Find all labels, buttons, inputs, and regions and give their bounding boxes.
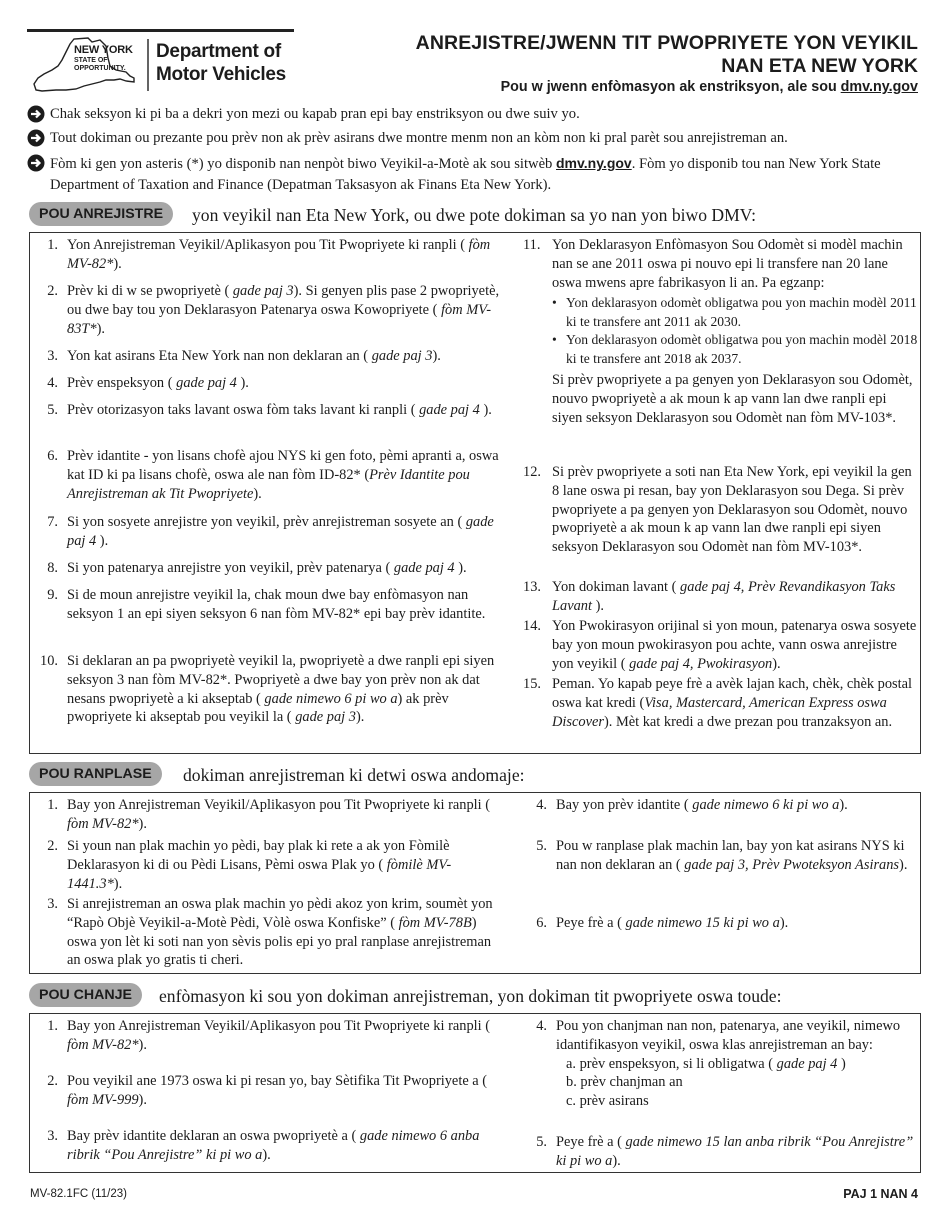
item-number: 5.: [47, 402, 58, 418]
item-text: Si deklaran an pa pwopriyetè veyikil la, pwopriyetè a dwe ranpli epi siyen seksyon 3 nan fòm MV-82*. Pwopriyetè a dwe bay yon prèv non ak dat nesans pwopriyetè a ki akseptab (: [67, 653, 495, 707]
list-subitem: b. prèv chanjman an: [566, 1074, 683, 1091]
list-item: [34, 1072, 504, 1110]
item-text: ).: [479, 402, 492, 418]
item-text: ).: [779, 915, 789, 931]
item-text: Si anrejistreman an oswa plak machin yo pèdi akoz yon krim, soumèt yon “Rapò Objè Veyikil-a-Motè Pèdi, Vòlè oswa Konfiske” (: [67, 896, 493, 931]
item-text: ). Mèt kat kredi a dwe prezan pou tranzaksyon an.: [603, 713, 893, 730]
logo-state-of: STATE OF: [74, 57, 108, 64]
list-item: [523, 837, 918, 875]
item-text: ).: [96, 532, 109, 549]
item-text: ).: [772, 655, 781, 672]
item-text: Prèv idantite - yon lisans chofè ajou NYS ki gen foto, pèmi apranti a, oswa kat ID ki pa lisans chofè, oswa ale nan fòm ID-82* (: [67, 448, 499, 483]
item-text: Bay yon prèv idantite (: [556, 797, 693, 813]
item-ref: gade nimewo 15 ki pi wo a: [625, 915, 780, 931]
item-text: Si prèv pwopriyete a soti nan Eta New York, epi veyikil la gen 8 lane oswa pi resan, bay yon Deklarasyon sou Dega. Si prèv pwopriyete a pa genyen yon Deklarasyon sou Odomèt, nouvo pwopriyetè a ak moun k ap vann lan dwe ranpli epi siyen seksyon Deklarasyon sou Odomèt nan fòm MV-103*.: [552, 464, 912, 556]
bullet-text: Fòm ki gen yon asteris (*) yo disponib nan nenpòt biwo Veyikil-a-Motè ak sou sitwèb: [50, 156, 556, 172]
item-number: 3.: [47, 1128, 58, 1144]
item-text: Prèv otorizasyon taks lavant oswa fòm taks lavant ki ranpli (: [67, 402, 420, 418]
item-ref: fòm MV-78B: [398, 914, 472, 931]
item-ref: gade paj 4: [419, 402, 480, 418]
item-number: 4.: [47, 375, 58, 391]
item-text: ).: [839, 797, 848, 813]
item-ref: gade nimewo 15 lan anba ribrik “Pou Anrejistre” ki pi wo a: [556, 1134, 914, 1169]
dmv-website-link[interactable]: dmv.ny.gov: [840, 79, 918, 95]
item-number: 2.: [47, 283, 58, 299]
item-text: Bay prèv idantite deklaran an oswa pwopriyetè a (: [67, 1128, 360, 1144]
list-item: [34, 1127, 504, 1165]
item-ref: gade paj 4: [776, 1055, 838, 1072]
list-item: [34, 586, 504, 624]
item-text: ).: [96, 320, 105, 337]
list-item: [523, 617, 918, 673]
list-item: [523, 236, 918, 428]
instruction-bullet: [27, 128, 922, 149]
header-rule: [27, 29, 294, 32]
item-text: Peman. Yo kapab peye frè a avèk lajan kach, chèk, chèk postal oswa kat kredi (: [552, 676, 913, 711]
item-text: Si de moun anrejistre veyikil la, chak moun dwe bay enfòmasyon nan seksyon 1 an epi siyen seksyon 6 nan fòm MV-82* epi bay prèv idantite.: [67, 587, 486, 622]
item-text: Yon Anrejistreman Veyikil/Aplikasyon pou Tit Pwopriyete ki ranpli (: [67, 237, 469, 253]
item-number: 3.: [47, 348, 58, 364]
list-item: [523, 578, 918, 616]
item-ref: Visa, Mastercard, American Express oswa Discover: [552, 694, 887, 730]
item-text: Yon kat asirans Eta New York nan non deklaran an (: [67, 348, 372, 364]
item-number: 4.: [536, 1018, 547, 1034]
item-text: ).: [236, 375, 249, 391]
item-number: 4.: [536, 797, 547, 813]
item-number: 9.: [47, 587, 58, 603]
item-number: 10.: [40, 653, 58, 669]
page-number: PAJ 1 NAN 4: [843, 1187, 918, 1201]
item-text: Pou veyikil ane 1973 oswa ki pi resan yo, bay Sètifika Tit Pwopriyete a (: [67, 1073, 488, 1089]
section-pill-register: POU ANREJISTRE: [29, 202, 173, 226]
item-ref: gade nimewo 6 anba ribrik “Pou Anrejistre” ki pi wo a: [67, 1128, 480, 1163]
item-text: ). Si genyen plis pase 2 pwopriyetè, ou dwe bay tou yon Deklarasyon Patenarya oswa Kowopriyete (: [67, 283, 500, 318]
item-text: ).: [454, 560, 467, 576]
list-item: [34, 236, 504, 274]
item-text: Peye frè a (: [556, 1134, 626, 1150]
change-requirements-box: [29, 1013, 921, 1173]
item-ref: Prèv Idantite pou Anrejistreman ak Tit Pwopriyete: [67, 466, 470, 502]
bullet-text: . Fòm yo disponib tou nan New York State Department of Taxation and Finance (Depatman Taksasyon ak Finans Eta New York).: [50, 156, 881, 193]
item-ref: gade paj 4: [393, 560, 455, 576]
item-ref: gade paj 3: [232, 283, 294, 299]
list-item: [34, 559, 504, 578]
item-ref: gade paj 3: [295, 709, 356, 726]
item-text: ).: [355, 709, 365, 726]
arrow-right-icon: [27, 154, 45, 172]
dmv-logo: [30, 36, 300, 94]
item-text: Bay yon Anrejistreman Veyikil/Aplikasyon pou Tit Pwopriyete ki ranpli (: [67, 797, 491, 813]
item-text: a. prèv enspeksyon, si li obligatwa (: [566, 1055, 777, 1072]
item-text: Pou w ranplase plak machin lan, bay yon kat asirans NYS ki nan non deklaran an (: [556, 838, 905, 873]
item-text: ).: [138, 1091, 147, 1108]
list-subitem: c. prèv asirans: [566, 1093, 649, 1110]
item-ref: fòm MV-82*: [67, 1036, 139, 1053]
arrow-right-icon: [27, 129, 45, 147]
replace-requirements-box: [29, 792, 921, 974]
logo-motor-vehicles: Motor Vehicles: [156, 64, 286, 85]
item-text: ).: [113, 875, 123, 892]
list-item: [34, 652, 504, 727]
bullet-text: Chak seksyon ki pi ba a dekri yon mezi ou kapab pran epi bay enstriksyon ou dwe suiv yo.: [50, 106, 580, 122]
item-ref: fòmilè MV-1441.3*: [67, 856, 452, 892]
list-subitem: • Yon deklarasyon odomèt obligatwa pou yon machin modèl 2011 ki te transfere ant 2011 ak 2030.: [552, 294, 918, 331]
item-ref: fòm MV-999: [67, 1091, 139, 1108]
item-number: 2.: [47, 838, 58, 854]
item-ref: gade nimewo 6 pi wo a: [264, 690, 398, 707]
list-item: [34, 1017, 504, 1055]
item-ref: fòm MV-82*: [67, 815, 139, 832]
bullet-text: Tout dokiman ou prezante pou prèv non ak prèv asirans dwe montre menm non an kòm non ki pral parèt sou anrejistreman an.: [50, 130, 788, 146]
section-pill-change: POU CHANJE: [29, 983, 142, 1007]
list-item: [34, 282, 504, 338]
item-text: Si youn nan plak machin yo pèdi, bay plak ki rete a ak yon Fòmilè Deklarasyon ki di ou Pèdi Lisans, Pèmi oswa Plak yo (: [67, 838, 450, 873]
item-text: ) ak prèv pwopriyete ki akseptab pou veyikil la (: [67, 690, 449, 726]
form-number: MV-82.1FC (11/23): [30, 1188, 127, 1200]
item-text: ).: [113, 255, 122, 272]
item-text: Prèv ki di w se pwopriyetè (: [67, 283, 233, 299]
section-heading-register: yon veyikil nan Eta New York, ou dwe pote dokiman sa yo nan yon biwo DMV:: [192, 205, 757, 225]
page-title-line1: ANREJISTRE/JWENN TIT PWOPRIYETE YON VEYIKIL: [415, 32, 918, 54]
logo-opportunity: OPPORTUNITY.: [74, 65, 126, 72]
item-text: Peye frè a (: [556, 915, 626, 931]
item-text: Prèv enspeksyon (: [67, 375, 177, 391]
list-item: [523, 914, 918, 933]
item-number: 2.: [47, 1073, 58, 1089]
item-number: 14.: [523, 618, 541, 634]
item-number: 5.: [536, 838, 547, 854]
section-pill-replace: POU RANPLASE: [29, 762, 162, 786]
list-item: [523, 675, 918, 731]
item-ref: fòm MV-83T*: [67, 301, 492, 337]
item-text: Si yon patenarya anrejistre yon veyikil, prèv patenarya (: [67, 560, 394, 576]
page-subtitle: [320, 79, 918, 95]
item-ref: gade paj 3, Prèv Pwoteksyon Asirans: [684, 856, 900, 873]
item-text: Yon Pwokirasyon orijinal si yon moun, patenarya oswa sosyete bay yon moun pwokirasyon pou achte, vann oswa anrejistre yon veyikil (: [552, 618, 917, 672]
list-item: [34, 796, 504, 834]
item-number: 5.: [536, 1134, 547, 1150]
item-text: Yon dokiman lavant (: [552, 579, 681, 595]
item-ref: gade paj 4: [67, 514, 494, 549]
item-number: 1.: [47, 1018, 58, 1034]
list-item: [34, 401, 504, 420]
item-text: ).: [899, 856, 908, 873]
subtitle-text: Pou w jwenn enfòmasyon ak enstriksyon, ale sou: [500, 79, 841, 95]
item-ref: gade paj 4, Pwokirasyon: [629, 655, 773, 672]
item-ref: fòm MV-82*: [67, 237, 491, 272]
page-title-line2: NAN ETA NEW YORK: [721, 55, 918, 77]
item-number: 6.: [536, 915, 547, 931]
item-number: 7.: [47, 514, 58, 530]
list-item: [523, 796, 918, 815]
instruction-bullet: [27, 104, 922, 125]
dmv-website-link[interactable]: dmv.ny.gov: [556, 155, 632, 171]
item-number: 13.: [523, 579, 541, 595]
list-item: [523, 1133, 918, 1171]
item-text: Si prèv pwopriyete a pa genyen yon Deklarasyon sou Odomèt, nouvo pwopriyetè a ak moun k ap vann lan dwe ranpli epi siyen seksyon Deklarasyon sou Odomèt nan fòm MV-103*.: [552, 372, 913, 426]
instruction-bullet: [27, 153, 922, 195]
list-item: [523, 1017, 918, 1111]
arrow-right-icon: [27, 105, 45, 123]
item-text: ) oswa yon lèt ki soti nan yon sèvis polis epi yo pral ranplase anrejistreman an oswa plak yo gratis ti cheri.: [67, 914, 492, 969]
item-number: 3.: [47, 896, 58, 912]
list-item: [34, 374, 504, 393]
item-number: 11.: [523, 237, 541, 253]
item-ref: gade paj 3: [371, 348, 433, 364]
item-ref: gade nimewo 6 ki pi wo a: [692, 797, 840, 813]
list-item: [523, 463, 918, 557]
list-item: [34, 447, 504, 503]
item-text: Si yon sosyete anrejistre yon veyikil, prèv anrejistreman sosyete an (: [67, 514, 466, 530]
item-number: 12.: [523, 464, 541, 480]
item-text: ).: [612, 1152, 621, 1169]
item-number: 1.: [47, 237, 58, 253]
item-text: ).: [253, 485, 262, 502]
section-heading-change: enfòmasyon ki sou yon dokiman anrejistreman, yon dokiman tit pwopriyete oswa toude:: [159, 986, 782, 1006]
item-ref: gade paj 4, Prèv Revandikasyon Taks Lavant: [552, 579, 896, 614]
item-text: ).: [138, 1036, 147, 1053]
item-text: ).: [432, 348, 441, 364]
item-text: Bay yon Anrejistreman Veyikil/Aplikasyon pou Tit Pwopriyete ki ranpli (: [67, 1018, 491, 1034]
logo-new-york: NEW YORK: [74, 44, 133, 56]
list-subitem: • Yon deklarasyon odomèt obligatwa pou yon machin modèl 2018 ki te transfere ant 2018 ak 2037.: [552, 331, 918, 368]
item-text: Yon Deklarasyon Enfòmasyon Sou Odomèt si modèl machin nan se ane 2011 oswa pi nouvo epi li transfere nan 20 lane oswa mwens apre fabrikasyon li an. Pa egzanp:: [552, 237, 903, 291]
list-item: [34, 837, 504, 893]
item-text: ).: [262, 1146, 271, 1163]
item-text: ): [837, 1055, 846, 1072]
item-text: ).: [591, 597, 604, 614]
item-number: 6.: [47, 448, 58, 464]
list-subitem: [566, 1055, 918, 1074]
list-item: [34, 347, 504, 366]
item-number: 15.: [523, 676, 541, 692]
item-number: 1.: [47, 797, 58, 813]
item-ref: gade paj 4: [176, 375, 237, 391]
register-requirements-box: [29, 232, 921, 754]
item-text: ).: [138, 815, 147, 832]
list-item: [34, 895, 504, 970]
logo-department-of: Department of: [156, 41, 281, 62]
section-heading-replace: dokiman anrejistreman ki detwi oswa andomaje:: [183, 765, 525, 785]
list-item: [34, 513, 504, 551]
item-text: Pou yon chanjman nan non, patenarya, ane veyikil, nimewo idantifikasyon veyikil, oswa klas anrejistreman an bay:: [556, 1018, 901, 1053]
item-number: 8.: [47, 560, 58, 576]
